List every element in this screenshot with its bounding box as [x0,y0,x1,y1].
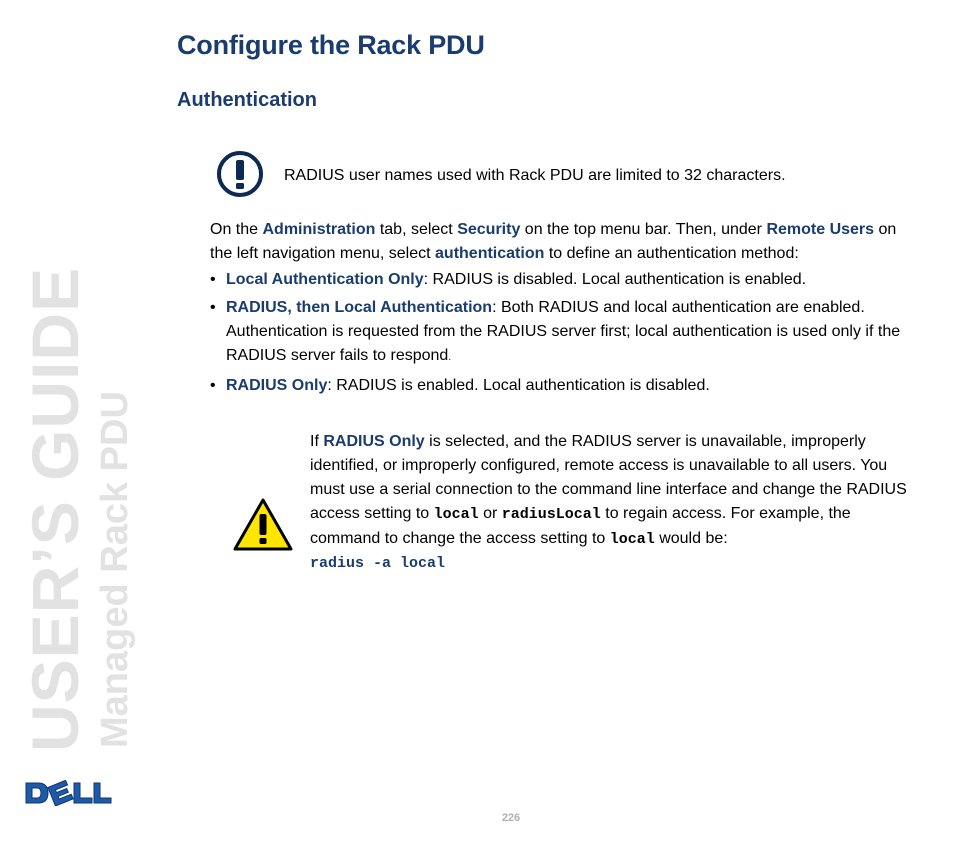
radius-only-term: RADIUS Only [323,433,425,450]
code-local: local [433,506,479,523]
note-text: RADIUS user names used with Rack PDU are limited to 32 characters. [284,167,786,184]
text: or [478,505,502,522]
code-radiuslocal: radiusLocal [501,506,601,523]
auth-options-list [210,268,910,398]
text: If [310,433,324,450]
dell-logo [24,780,112,811]
page-title: Configure the Rack PDU [177,30,485,60]
text: to define an authentication method: [544,245,799,262]
option-tail: . [448,352,452,363]
example-command: radius -a local [310,555,446,572]
page-number: 226 [501,812,521,824]
intro-paragraph [210,218,910,266]
bullet: • [210,271,216,288]
list-item [210,268,910,292]
bullet: • [210,377,216,394]
users-guide-title: USER’S GUIDE [18,266,92,752]
list-item [210,296,910,370]
option-description: : Both RADIUS and local authentication are enabled. Authentication is requested from the RADIUS server first; local authentication is used only if the RADIUS server fails to respond [226,299,901,364]
list-item [210,374,910,398]
warning-paragraph [310,430,915,552]
text: would be: [654,530,728,547]
remote-users-term: Remote Users [766,221,875,238]
text: to regain access. For example, the command to change the access setting to [310,505,851,547]
sidebar-title [18,266,136,752]
authentication-term: authentication [435,245,545,262]
bullet: • [210,299,216,316]
text: on the left navigation menu, select [210,221,897,262]
section-heading: Authentication [177,89,317,111]
security-term: Security [457,221,521,238]
warning-triangle-icon [232,497,294,558]
intro-section [210,218,910,402]
warning-text [310,430,915,576]
text: is selected, and the RADIUS server is unavailable, improperly identified, or improperly configured, remote access is unavailable to all users. You must use a serial connection to the command line interface and change the RADIUS access setting to [310,433,907,522]
text: on the top menu bar. Then, under [520,221,767,238]
option-label: Local Authentication Only [226,271,424,288]
text: On the [210,221,263,238]
product-subtitle: Managed Rack PDU [94,391,136,748]
option-label: RADIUS Only [226,377,328,394]
option-description: : RADIUS is enabled. Local authentication is disabled. [327,377,710,394]
exclamation-circle-icon [216,150,264,203]
option-label: RADIUS, then Local Authentication [226,299,493,316]
administration-term: Administration [262,221,376,238]
text: tab, select [375,221,458,238]
option-description: : RADIUS is disabled. Local authentication is enabled. [423,271,807,288]
code-local: local [609,531,655,548]
